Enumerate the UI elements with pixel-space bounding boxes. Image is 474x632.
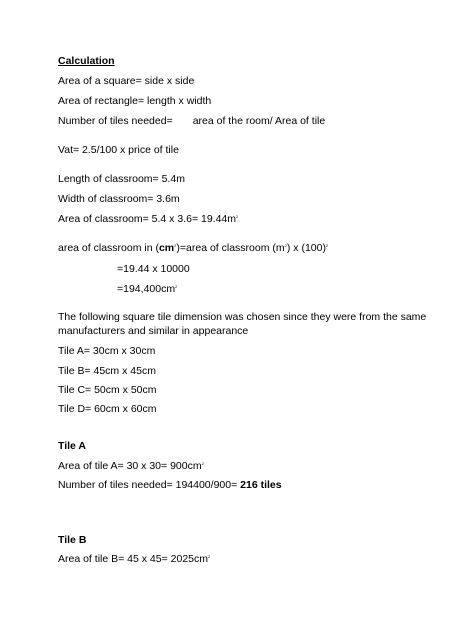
section-b-area-exponent: 2 (208, 554, 211, 559)
calculation-heading: Calculation (58, 55, 115, 67)
section-b-area (58, 552, 210, 568)
conversion-middle: )=area of classroom (m (176, 242, 285, 254)
area-conversion (58, 241, 328, 257)
section-a-title: Tile A (58, 440, 87, 452)
formula-tiles-needed (58, 114, 325, 128)
section-b-title: Tile B (58, 534, 87, 546)
formula-square: Area of a square= side x side (58, 75, 195, 87)
conversion-cm-exponent: 2 (174, 243, 177, 248)
section-a-area-exponent: 2 (201, 461, 204, 466)
section-a-area (58, 459, 204, 475)
conversion-suffix-exponent: 2 (325, 243, 329, 248)
classroom-area-exponent: 2 (236, 214, 239, 219)
tile-a-dimension: Tile A= 30cm x 30cm (58, 345, 156, 357)
classroom-width: Width of classroom= 3.6m (58, 193, 180, 205)
conversion-step-1: =19.44 x 10000 (117, 263, 190, 275)
classroom-area (58, 212, 238, 228)
conversion-step-2-exponent: 2 (175, 284, 178, 289)
classroom-length: Length of classroom= 5.4m (58, 173, 185, 185)
vat-formula: Vat= 2.5/100 x price of tile (58, 144, 179, 156)
conversion-suffix: ) x (100) (286, 242, 326, 254)
classroom-area-text: Area of classroom= 5.4 x 3.6= 19.44m (58, 213, 237, 225)
conversion-prefix: area of classroom in ( (58, 242, 159, 254)
tile-b-dimension: Tile B= 45cm x 45cm (58, 365, 156, 377)
tile-d-dimension: Tile D= 60cm x 60cm (58, 403, 157, 415)
section-b-area-text: Area of tile B= 45 x 45= 2025cm (58, 553, 209, 565)
section-a-area-text: Area of tile A= 30 x 30= 900cm (58, 460, 202, 472)
conversion-step-2 (117, 282, 177, 298)
section-a-needed-text: Number of tiles needed= 194400/900= (58, 479, 241, 491)
conversion-m-exponent: 2 (284, 243, 287, 248)
section-a-tiles-needed (58, 478, 282, 492)
tile-c-dimension: Tile C= 50cm x 50cm (58, 384, 157, 396)
tiles-needed-formula: area of the room/ Area of tile (192, 115, 326, 127)
tiles-needed-label: Number of tiles needed= (58, 115, 173, 127)
conversion-unit-cm: cm (158, 242, 175, 254)
section-a-result: 216 tiles (240, 479, 282, 491)
selection-paragraph: The following square tile dimension was chosen since they were from the same manufacturers and similar in appearance (58, 311, 427, 337)
formula-rectangle: Area of rectangle= length x width (58, 95, 212, 107)
conversion-step-2-text: =194,400cm (117, 283, 176, 295)
